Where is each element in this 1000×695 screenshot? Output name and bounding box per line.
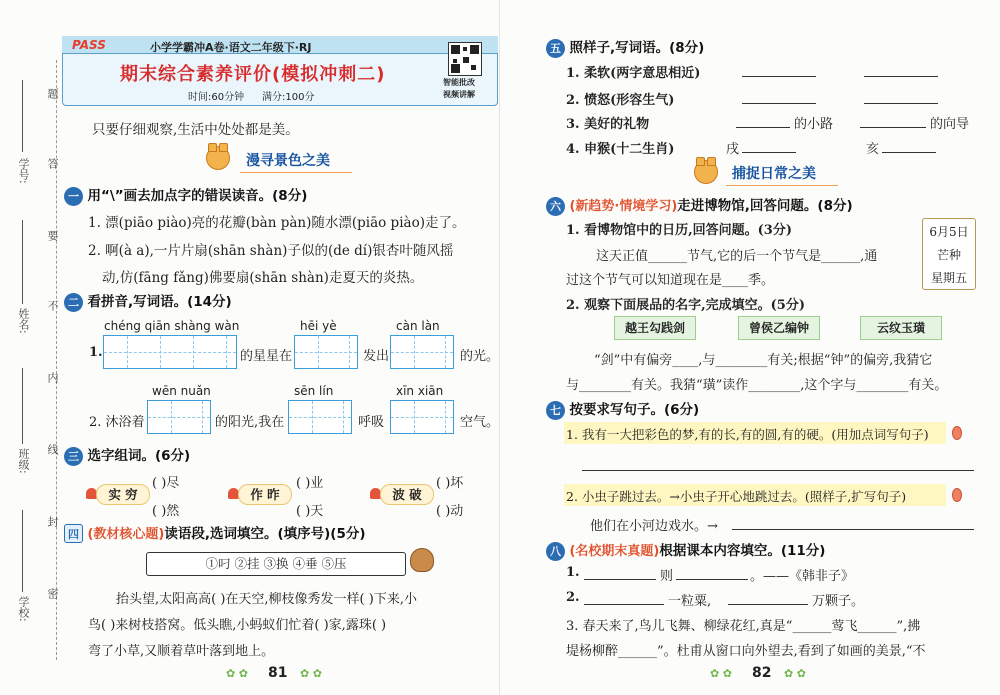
section-4-tag: (教材核心题) [87,527,165,542]
right-page [500,0,1000,695]
pinyin-1a: chéng qiān shàng wàn [104,319,240,333]
series-name: 小学学霸冲A卷·语文二年级下·RJ [150,41,312,54]
s3-blank-4[interactable]: ( )天 [296,504,324,519]
binding-line [56,60,57,660]
s5-blank-4a[interactable] [742,152,796,153]
name-label: 姓名: [17,308,30,334]
s7-line-3: 他们在小河边戏水。→ [590,519,718,534]
school-label: 学校: [17,596,30,622]
pinyin-1b: hēi yè [300,319,337,333]
s6-q2-line-1: “剑”中有偏旁____,与________有关;根据“钟”的偏旁,我猜它 [594,353,933,368]
sprout-icon: ✿ ✿ [784,667,806,680]
exam-title: 期末综合素养评价(模拟冲刺二) [120,64,386,85]
section-5-title: 照样子,写词语。(8分) [569,40,705,56]
page-number-left: 81 [268,665,288,681]
page-number-right: 82 [752,665,772,681]
margin-mark-dense: 密 [46,588,59,599]
section-3-title: 选字组词。(6分) [87,448,191,464]
s5-blank-3b[interactable] [860,127,926,128]
section-8-number: 八 [546,542,565,561]
section-2-title: 看拼音,写词语。(14分) [87,294,232,310]
section-1-number: 一 [64,187,83,206]
s6-q1-line-2: 过这个节气可以知道现在是____季。 [566,273,775,288]
margin-mark-must: 要 [46,230,59,241]
s3-blank-3[interactable]: ( )业 [296,476,324,491]
s2-text-1a: 的星星在 [240,349,293,364]
s5-blank-4b[interactable] [882,152,936,153]
s5-blank-1a[interactable] [742,76,816,77]
exhibit-jade: 云纹玉璜 [860,316,942,340]
class-label: 班级: [17,448,30,474]
qr-label-video: 视频讲解 [443,90,475,99]
s6-q1: 1. 看博物馆中的日历,回答问题。(3分) [566,223,792,238]
section-1-title: 用“\”画去加点字的错误读音。(8分) [87,188,308,204]
calendar-weekday: 星期五 [930,271,967,285]
school-field[interactable] [22,510,23,592]
section-2-header [64,290,232,312]
calendar-solar-term: 芒种 [936,248,961,262]
qr-code-icon[interactable] [448,42,482,76]
section-5-header [546,36,704,58]
exhibit-sword: 越王勾践剑 [614,316,696,340]
section-8-title: 根据课本内容填空。(11分) [659,543,826,559]
class-field[interactable] [22,368,23,444]
s5-blank-2a[interactable] [742,103,816,104]
s3-blank-1[interactable]: ( )尽 [152,476,180,491]
section-3-header [64,444,190,466]
margin-mark-seal: 封 [46,516,59,527]
pinyin-2c: xīn xiān [396,384,444,398]
s2-q1-number: 1. [89,345,103,360]
s8-text-1b: 则 [660,569,674,584]
section-4-number: 四 [64,524,83,543]
s8-blank-2b[interactable] [728,604,808,605]
exam-time: 时间:60分钟 [188,92,245,103]
calendar-date: 6月5日 [929,225,969,239]
section-7-number: 七 [546,401,565,420]
s7-line-2: 2. 小虫子跳过去。→小虫子开心地跳过去。(照样子,扩写句子) [566,489,907,504]
margin-mark-not: 不 [46,300,59,311]
section-3-number: 三 [64,447,83,466]
s2-text-2b: 呼吸 [358,415,385,430]
s6-q2-line-2: 与________有关。我猜“璜”读作________,这个字与________有关。 [566,378,948,393]
strawberry-icon [952,426,962,440]
s5-text-4c: 亥 [866,142,880,157]
s8-line-3: 3. 春天来了,鸟儿飞舞、柳绿花红,真是“______莺飞______”,拂 [566,619,921,634]
s8-blank-1b[interactable] [676,579,748,580]
pinyin-2b: sēn lín [294,384,334,398]
student-no-field[interactable] [22,80,23,152]
section-4-title: 读语段,选词填空。(填序号)(5分) [164,526,366,542]
s5-line-1: 1. 柔软(两字意思相近) [566,66,701,81]
margin-mark-title: 题 [46,88,59,99]
s8-line-2-number: 2. [566,590,580,605]
s8-blank-1a[interactable] [584,579,656,580]
s6-q1-line-1: 这天正值______节气,它的后一个节气是______,通 [596,249,878,264]
margin-mark-inside: 内 [46,372,59,383]
student-no-label: 学号: [17,158,30,184]
section-5-number: 五 [546,39,565,58]
s5-line-2: 2. 愤怒(形容生气) [566,93,675,108]
pinyin-2a: wēn nuǎn [152,384,211,398]
s6-q2: 2. 观察下面展品的名字,完成填空。(5分) [566,298,805,313]
section-7-title: 按要求写句子。(6分) [569,402,700,418]
name-field[interactable] [22,220,23,304]
section-banner: 捕捉日常之美 [732,166,816,182]
tiger-mascot-icon [206,146,230,170]
section-6-tag: (新趋势·情境学习) [569,199,678,214]
s3-blank-6[interactable]: ( )动 [436,504,464,519]
writing-grid-1b[interactable] [294,335,358,369]
tiger-mascot-icon [694,160,718,184]
writing-grid-1a[interactable] [103,335,237,369]
section-1-header [64,184,307,206]
s8-text-2c: 万颗子。 [812,594,865,609]
section-8-tag: (名校期末真题) [569,544,660,559]
writing-grid-1c[interactable] [390,335,454,369]
s5-line-3: 3. 美好的礼物 [566,117,650,132]
s8-line-4: 堤杨柳醉______”。杜甫从窗口向外望去,看到了如画的美景,“不 [566,644,926,659]
s8-blank-2a[interactable] [584,604,664,605]
s5-text-3b: 的小路 [794,117,834,132]
s8-text-1c: 。——《韩非子》 [750,569,855,584]
banner-underline [726,185,838,186]
s5-blank-2b[interactable] [864,103,938,104]
s3-blank-2[interactable]: ( )然 [152,504,180,519]
s7-answer-line-1[interactable] [582,470,974,471]
s7-line-1: 1. 我有一大把彩色的梦,有的长,有的圆,有的硬。(用加点词写句子) [566,427,929,442]
sprout-icon: ✿ ✿ [710,667,732,680]
sprout-icon: ✿ ✿ [300,667,322,680]
intro-text: 只要仔细观察,生活中处处都是美。 [92,122,299,138]
exam-score: 满分:100分 [262,92,315,103]
s2-text-2a: 的阳光,我在 [215,415,285,430]
section-6-title: 走进博物馆,回答问题。(8分) [677,198,853,214]
pass-logo: PASS [72,38,106,52]
owl-mascot-icon [410,548,434,572]
char-pair-3: 波 破 [380,484,434,505]
exhibit-chime: 曾侯乙编钟 [738,316,820,340]
museum-calendar [922,218,976,290]
s7-answer-line-2[interactable] [732,529,974,530]
s1-line-3: 动,仿(fāng fǎng)佛要扇(shān shàn)走夏天的炎热。 [102,270,424,286]
section-8-header [546,539,825,561]
margin-mark-line: 线 [46,444,59,455]
s2-text-2c: 空气。 [460,415,500,430]
qr-label-grading: 智能批改 [443,78,475,87]
sprout-icon: ✿ ✿ [226,667,248,680]
section-2-number: 二 [64,293,83,312]
margin-mark-answer: 答 [46,158,59,169]
s4-line-3: 弯了小草,又顺着草叶落到地上。 [88,644,275,659]
section-banner: 漫寻景色之美 [246,153,330,169]
writing-grid-2b[interactable] [288,400,352,434]
char-pair-1: 实 穷 [96,484,150,505]
s1-line-1: 1. 漂(piāo piào)亮的花瓣(bàn pàn)随水漂(piāo piào)走了。 [88,215,466,231]
writing-grid-2c[interactable] [390,400,454,434]
s1-line-2: 2. 啊(à a),一片片扇(shān shàn)子似的(de dí)银杏叶随风摇 [88,243,454,259]
strawberry-icon [952,488,962,502]
section-4-header [64,522,366,543]
s8-text-2b: 一粒粟, [668,594,712,609]
pinyin-1c: càn làn [396,319,440,333]
section-6-header [546,194,853,216]
s2-text-1b: 发出 [363,349,390,364]
s4-line-1: 抬头望,太阳高高( )在天空,柳枝像秀发一样( )下来,小 [116,592,417,607]
writing-grid-2a[interactable] [147,400,211,434]
s5-text-4b: 戌 [726,142,740,157]
s5-blank-1b[interactable] [864,76,938,77]
s3-blank-5[interactable]: ( )坏 [436,476,464,491]
section-6-number: 六 [546,197,565,216]
char-pair-2: 作 昨 [238,484,292,505]
s4-line-2: 鸟( )来树枝搭窝。低头瞧,小蚂蚁们忙着( )家,露珠( ) [88,618,387,633]
section-7-header [546,398,699,420]
s5-text-3c: 的向导 [930,117,970,132]
s8-line-1-number: 1. [566,565,580,580]
word-options-box: ①叼 ②挂 ③换 ④垂 ⑤压 [146,552,406,576]
s5-blank-3a[interactable] [736,127,790,128]
s5-line-4: 4. 申猴(十二生肖) [566,142,675,157]
s2-text-2-start: 2. 沐浴着 [89,415,145,430]
s2-text-1c: 的光。 [460,349,500,364]
banner-underline [240,172,352,173]
